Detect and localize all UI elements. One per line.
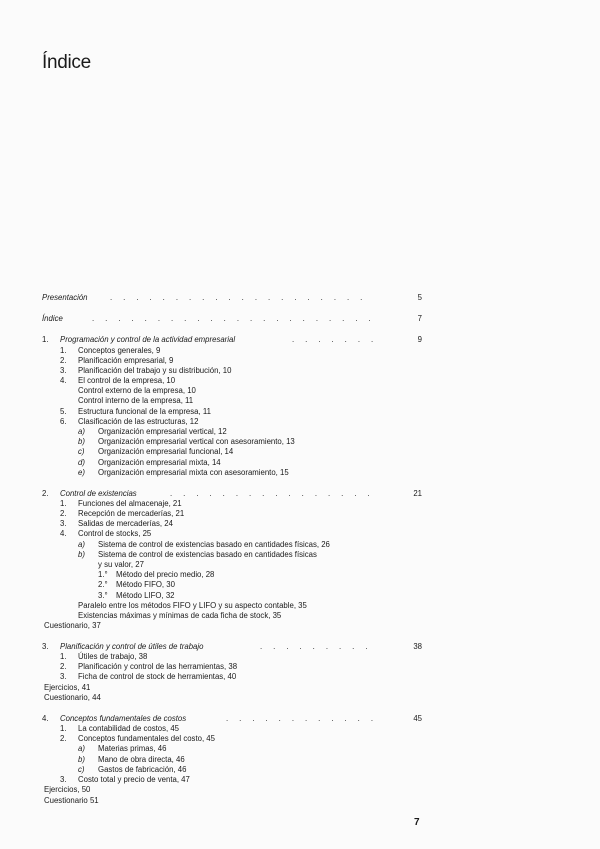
toc-item-number: 3. <box>60 519 67 528</box>
toc-item-title: Índice <box>42 314 63 323</box>
toc-page-number: 9 <box>417 335 422 344</box>
toc-item-title: Control interno de la empresa, 11 <box>78 396 194 405</box>
toc-item-title: Organización empresarial funcional, 14 <box>98 447 234 456</box>
toc-item-title: Cuestionario, 37 <box>44 621 101 630</box>
toc-page-number: 21 <box>413 489 422 498</box>
toc-item-title: Cuestionario, 44 <box>44 693 101 702</box>
toc-item-number: c) <box>78 765 85 774</box>
dot-leader: ....... <box>292 335 385 344</box>
toc-item-number: 1. <box>60 499 67 508</box>
dot-leader: ................ <box>170 489 381 498</box>
toc-item-title: Ejercicios, 50 <box>44 785 91 794</box>
toc-item-number: a) <box>78 540 85 549</box>
toc-item-title: Existencias máximas y mínimas de cada ficha de stock, 35 <box>78 611 282 620</box>
toc-item-number: a) <box>78 744 85 753</box>
toc-item-number: 2. <box>60 509 67 518</box>
toc-item-number: b) <box>78 550 85 559</box>
toc-item-title: Gastos de fabricación, 46 <box>98 765 187 774</box>
toc-item-number: 6. <box>60 417 67 426</box>
toc-item-number: 5. <box>60 407 67 416</box>
toc-item-title: Método LIFO, 32 <box>116 591 175 600</box>
toc-item-title: Organización empresarial mixta, 14 <box>98 458 221 467</box>
toc-page-number: 7 <box>417 314 422 323</box>
toc-item-title: Sistema de control de existencias basado en cantidades físicas, 26 <box>98 540 330 549</box>
toc-item-number: 1.° <box>98 570 108 579</box>
toc-item-number: 4. <box>42 714 49 723</box>
toc-item-title: Presentación <box>42 293 88 302</box>
toc-item-number: 2. <box>60 734 67 743</box>
dot-leader: ...................... <box>92 314 382 323</box>
toc-item-title: Organización empresarial mixta con asesoramiento, 15 <box>98 468 289 477</box>
toc-item-number: 4. <box>60 376 67 385</box>
toc-item-title: Conceptos fundamentales del costo, 45 <box>78 734 215 743</box>
toc-item-title: Planificación del trabajo y su distribución, 10 <box>78 366 232 375</box>
toc-item-number: d) <box>78 458 85 467</box>
toc-page-number: 5 <box>417 293 422 302</box>
toc-item-number: 4. <box>60 529 67 538</box>
dot-leader: ......... <box>260 642 379 651</box>
toc-item-title: Control de stocks, 25 <box>78 529 152 538</box>
toc-item-title: El control de la empresa, 10 <box>78 376 176 385</box>
toc-item-title: Organización empresarial vertical, 12 <box>98 427 227 436</box>
toc-item-title: Paralelo entre los métodos FIFO y LIFO y su aspecto contable, 35 <box>78 601 307 610</box>
toc-item-title: y su valor, 27 <box>98 560 144 569</box>
toc-item-number: 1. <box>42 335 49 344</box>
toc-item-number: 3. <box>60 775 67 784</box>
toc-item-title: Planificación empresarial, 9 <box>78 356 174 365</box>
toc-item-title: Programación y control de la actividad empresarial <box>60 335 236 344</box>
toc-item-title: Organización empresarial vertical con asesoramiento, 13 <box>98 437 295 446</box>
toc-item-title: Método del precio medio, 28 <box>116 570 215 579</box>
toc-item-title: Planificación y control de útiles de trabajo <box>60 642 204 651</box>
toc-page-number: 38 <box>413 642 422 651</box>
toc-item-number: 3. <box>60 672 67 681</box>
toc-item-number: 3. <box>60 366 67 375</box>
toc-item-title: Costo total y precio de venta, 47 <box>78 775 190 784</box>
toc-item-title: Control de existencias <box>60 489 137 498</box>
toc-item-number: a) <box>78 427 85 436</box>
toc-item-title: Planificación y control de las herramientas, 38 <box>78 662 238 671</box>
toc-item-title: La contabilidad de costos, 45 <box>78 724 179 733</box>
toc-item-number: e) <box>78 468 85 477</box>
toc-item-title: Ficha de control de stock de herramientas, 40 <box>78 672 237 681</box>
toc-item-title: Cuestionario 51 <box>44 796 99 805</box>
toc-item-number: b) <box>78 437 85 446</box>
toc-item-number: 1. <box>60 724 67 733</box>
toc-item-title: Sistema de control de existencias basado en cantidades físicas <box>98 550 317 559</box>
toc-item-number: b) <box>78 755 85 764</box>
toc-item-number: c) <box>78 447 85 456</box>
toc-item-title: Materias primas, 46 <box>98 744 167 753</box>
toc-item-title: Control externo de la empresa, 10 <box>78 386 196 395</box>
toc-item-title: Clasificación de las estructuras, 12 <box>78 417 199 426</box>
toc-item-title: Ejercicios, 41 <box>44 683 91 692</box>
toc-item-number: 2. <box>42 489 49 498</box>
toc-item-title: Recepción de mercaderías, 21 <box>78 509 185 518</box>
toc-page-number: 45 <box>413 714 422 723</box>
page-title: Índice <box>42 52 91 73</box>
toc-item-title: Conceptos fundamentales de costos <box>60 714 187 723</box>
dot-leader: .................... <box>110 293 374 302</box>
toc-item-title: Estructura funcional de la empresa, 11 <box>78 407 211 416</box>
toc-item-number: 2. <box>60 662 67 671</box>
dot-leader: ............ <box>226 714 384 723</box>
toc-item-title: Funciones del almacenaje, 21 <box>78 499 182 508</box>
toc-item-number: 1. <box>60 652 67 661</box>
page-number: 7 <box>414 817 420 828</box>
toc-item-number: 2. <box>60 356 67 365</box>
toc-item-title: Mano de obra directa, 46 <box>98 755 185 764</box>
toc-item-title: Salidas de mercaderías, 24 <box>78 519 173 528</box>
toc-item-number: 2.° <box>98 580 108 589</box>
toc-item-number: 3.° <box>98 591 108 600</box>
toc-item-number: 1. <box>60 346 67 355</box>
toc-item-title: Útiles de trabajo, 38 <box>78 652 148 661</box>
toc-item-title: Conceptos generales, 9 <box>78 346 161 355</box>
toc-item-number: 3. <box>42 642 49 651</box>
toc-item-title: Método FIFO, 30 <box>116 580 175 589</box>
